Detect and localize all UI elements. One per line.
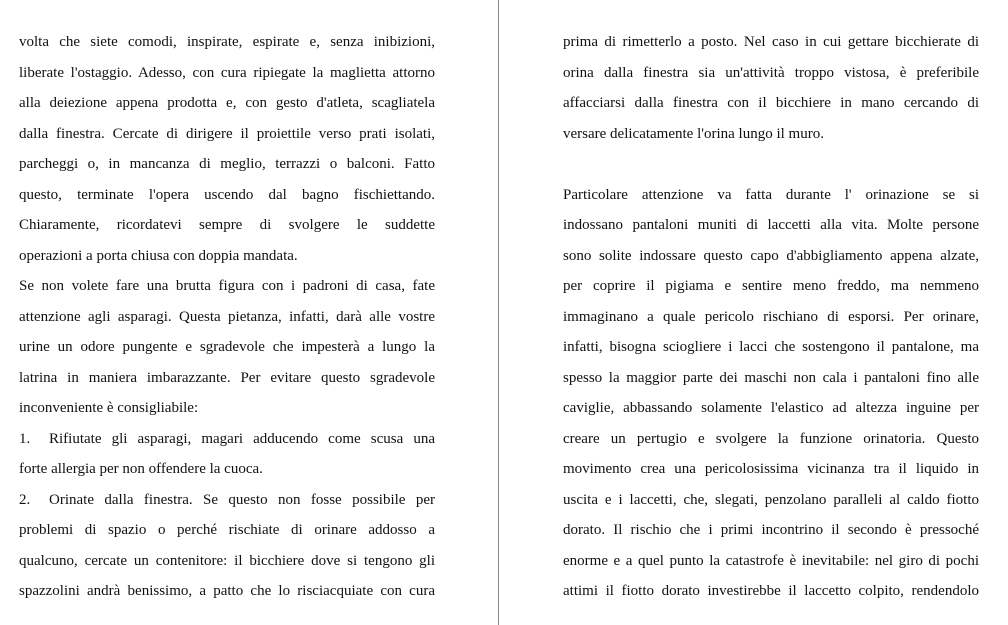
text-line: caviglie, abbassando solamente l'elastico ad altezza inguine per <box>563 400 979 416</box>
text-line: volta che siete comodi, inspirate, espirate e, senza inibizioni, <box>19 34 435 50</box>
text-line: attimi il fiotto dorato investirebbe il laccetto colpito, rendendolo <box>563 583 979 599</box>
list-item-1 <box>19 424 435 455</box>
text-line: Particolare attenzione va fatta durante l' orinazione se si <box>563 186 979 203</box>
text-line: orina dalla finestra sia un'attività troppo vistosa, è preferibile <box>563 64 979 81</box>
text-line: Chiaramente, ricordatevi sempre di svolgere le suddette <box>19 217 435 233</box>
text-line: spazzolini andrà benissimo, a patto che lo risciacquiate con cura <box>19 583 435 599</box>
text-line: dalla finestra. Cercate di dirigere il proiettile verso prati isolati, <box>19 125 435 142</box>
text-line: indossano pantaloni muniti di laccetti alla vita. Molte persone <box>563 217 979 233</box>
text-line: prima di rimetterlo a posto. Nel caso in cui gettare bicchierate di <box>563 34 979 50</box>
text-line: urine un odore pungente e sgradevole che impesterà a lungo la <box>19 339 435 355</box>
right-paragraph-1 <box>563 27 979 149</box>
list-number: 1. <box>19 430 31 447</box>
text-line: problemi di spazio o perché rischiate di orinare addosso a <box>19 522 435 538</box>
list-item-text: Rifiutate gli asparagi, magari adducendo come scusa una <box>49 430 435 447</box>
left-page <box>19 27 435 607</box>
text-line: sono solite indossare questo capo d'abbigliamento appena alzate, <box>563 247 979 264</box>
text-line: movimento crea una pericolosissima vicinanza tra il liquido in <box>563 461 979 477</box>
text-line: infatti, bisogna sciogliere i lacci che sostengono il pantalone, ma <box>563 339 979 355</box>
text-line: per coprire il pigiama e sentire meno freddo, ma nemmeno <box>563 278 979 294</box>
numbered-list <box>19 424 435 607</box>
text-line: alla deiezione appena prodotta e, con gesto d'atleta, scagliatela <box>19 95 435 111</box>
page-divider <box>498 0 499 625</box>
text-line: spesso la maggior parte dei maschi non cala i pantaloni fino alle <box>563 369 979 386</box>
text-line: liberate l'ostaggio. Adesso, con cura ripiegate la maglietta attorno <box>19 64 435 81</box>
text-line: questo, terminate l'opera uscendo dal bagno fischiettando. <box>19 186 435 203</box>
text-line: creare un pertugio e svolgere la funzione orinatoria. Questo <box>563 430 979 447</box>
text-line: operazioni a porta chiusa con doppia mandata. <box>19 247 298 264</box>
text-line: immaginano a quale pericolo rischiano di esporsi. Per orinare, <box>563 308 979 325</box>
text-line: enorme e a quel punto la catastrofe è inevitabile: nel giro di pochi <box>563 552 979 569</box>
list-item-text: Orinate dalla finestra. Se questo non fosse possibile per <box>49 491 435 508</box>
right-page <box>563 27 979 607</box>
text-line: forte allergia per non offendere la cuoca. <box>19 461 263 477</box>
paragraph-spacer <box>563 149 979 180</box>
text-line: inconveniente è consigliabile: <box>19 400 199 416</box>
text-line: affacciarsi dalla finestra con il bicchiere in mano cercando di <box>563 95 979 111</box>
text-line: attenzione agli asparagi. Questa pietanza, infatti, darà alle vostre <box>19 308 435 325</box>
right-paragraph-2 <box>563 180 979 607</box>
text-line: Se non volete fare una brutta figura con i padroni di casa, fate <box>19 278 435 294</box>
text-line: versare delicatamente l'orina lungo il muro. <box>563 125 824 142</box>
list-item-2 <box>19 485 435 516</box>
text-line: latrina in maniera imbarazzante. Per evitare questo sgradevole <box>19 369 435 386</box>
text-line: qualcuno, cercate un contenitore: il bicchiere dove si tengono gli <box>19 552 435 569</box>
text-line: parcheggi o, in mancanza di meglio, terrazzi o balconi. Fatto <box>19 156 435 172</box>
left-paragraph-2 <box>19 271 435 424</box>
text-line: uscita e i laccetti, che, slegati, penzolano paralleli al caldo fiotto <box>563 491 979 508</box>
list-number: 2. <box>19 491 31 508</box>
left-paragraph-1 <box>19 27 435 271</box>
text-line: dorato. Il rischio che i primi incontrino il secondo è pressoché <box>563 522 979 538</box>
